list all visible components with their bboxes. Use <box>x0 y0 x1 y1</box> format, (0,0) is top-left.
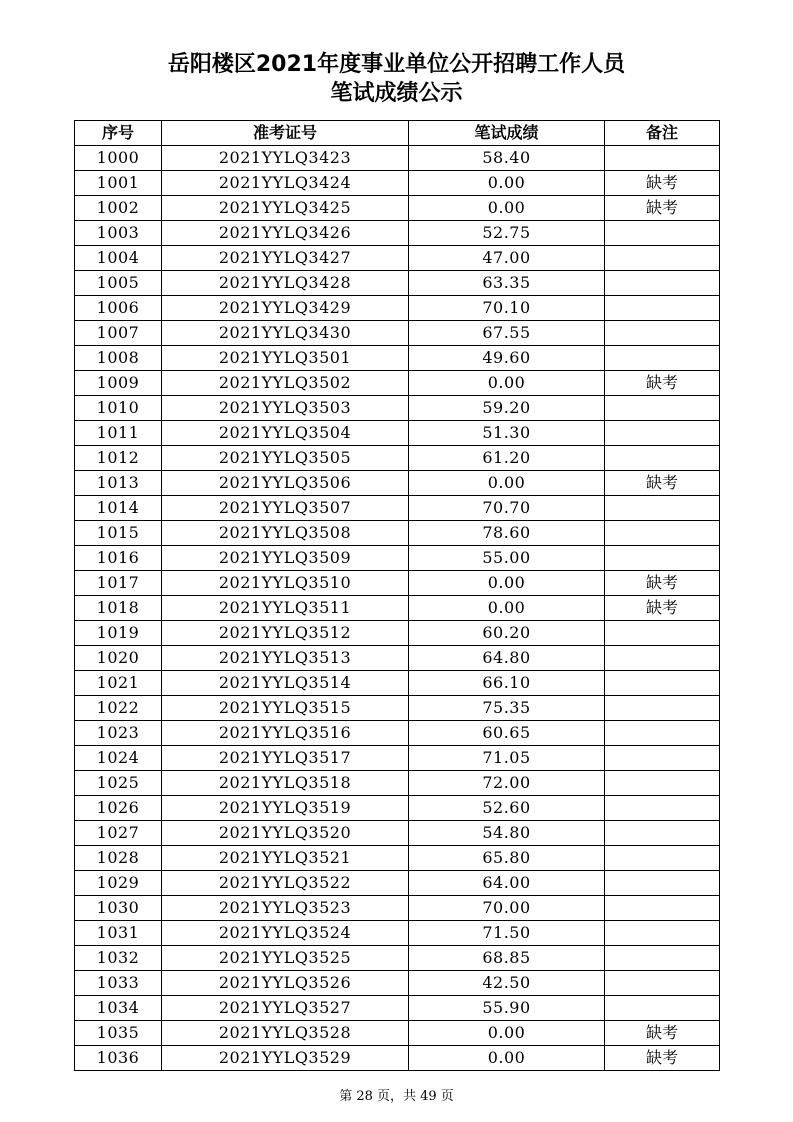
cell-remark <box>605 446 720 471</box>
cell-remark <box>605 946 720 971</box>
cell-seq: 1034 <box>75 996 162 1021</box>
cell-exam-id: 2021YYLQ3523 <box>162 896 409 921</box>
cell-remark <box>605 696 720 721</box>
cell-score: 66.10 <box>409 671 605 696</box>
table-header-row <box>75 121 720 146</box>
table-row <box>75 1046 720 1071</box>
cell-remark: 缺考 <box>605 171 720 196</box>
cell-score: 64.80 <box>409 646 605 671</box>
cell-remark: 缺考 <box>605 196 720 221</box>
cell-score: 55.90 <box>409 996 605 1021</box>
document-title: 岳阳楼区2021年度事业单位公开招聘工作人员 <box>167 52 626 77</box>
table-row <box>75 771 720 796</box>
cell-remark <box>605 671 720 696</box>
cell-seq: 1025 <box>75 771 162 796</box>
cell-remark <box>605 421 720 446</box>
cell-score: 65.80 <box>409 846 605 871</box>
table-row <box>75 396 720 421</box>
cell-seq: 1000 <box>75 146 162 171</box>
cell-exam-id: 2021YYLQ3520 <box>162 821 409 846</box>
table-row <box>75 596 720 621</box>
cell-remark <box>605 646 720 671</box>
cell-seq: 1003 <box>75 221 162 246</box>
cell-seq: 1001 <box>75 171 162 196</box>
table-row <box>75 1021 720 1046</box>
cell-seq: 1016 <box>75 546 162 571</box>
cell-score: 0.00 <box>409 1046 605 1071</box>
cell-remark <box>605 496 720 521</box>
cell-exam-id: 2021YYLQ3503 <box>162 396 409 421</box>
cell-seq: 1019 <box>75 621 162 646</box>
table-row <box>75 496 720 521</box>
cell-remark <box>605 746 720 771</box>
table-row <box>75 546 720 571</box>
cell-remark <box>605 996 720 1021</box>
cell-exam-id: 2021YYLQ3521 <box>162 846 409 871</box>
table-row <box>75 146 720 171</box>
cell-exam-id: 2021YYLQ3512 <box>162 621 409 646</box>
cell-exam-id: 2021YYLQ3424 <box>162 171 409 196</box>
cell-remark <box>605 871 720 896</box>
table-row <box>75 421 720 446</box>
cell-seq: 1023 <box>75 721 162 746</box>
cell-remark <box>605 771 720 796</box>
cell-seq: 1013 <box>75 471 162 496</box>
table-row <box>75 296 720 321</box>
table-row <box>75 471 720 496</box>
cell-score: 61.20 <box>409 446 605 471</box>
cell-score: 52.60 <box>409 796 605 821</box>
cell-seq: 1009 <box>75 371 162 396</box>
cell-exam-id: 2021YYLQ3527 <box>162 996 409 1021</box>
table-row <box>75 971 720 996</box>
cell-score: 67.55 <box>409 321 605 346</box>
cell-remark <box>605 971 720 996</box>
cell-score: 70.00 <box>409 896 605 921</box>
cell-exam-id: 2021YYLQ3528 <box>162 1021 409 1046</box>
cell-exam-id: 2021YYLQ3423 <box>162 146 409 171</box>
cell-exam-id: 2021YYLQ3524 <box>162 921 409 946</box>
cell-remark <box>605 221 720 246</box>
cell-score: 0.00 <box>409 371 605 396</box>
table-row <box>75 521 720 546</box>
cell-remark <box>605 246 720 271</box>
cell-seq: 1022 <box>75 696 162 721</box>
table-row <box>75 821 720 846</box>
cell-seq: 1028 <box>75 846 162 871</box>
table-row <box>75 921 720 946</box>
cell-exam-id: 2021YYLQ3508 <box>162 521 409 546</box>
header-score: 笔试成绩 <box>409 121 605 146</box>
cell-seq: 1031 <box>75 921 162 946</box>
cell-exam-id: 2021YYLQ3522 <box>162 871 409 896</box>
cell-score: 75.35 <box>409 696 605 721</box>
cell-score: 59.20 <box>409 396 605 421</box>
cell-score: 60.65 <box>409 721 605 746</box>
cell-score: 70.70 <box>409 496 605 521</box>
table-row <box>75 871 720 896</box>
cell-seq: 1002 <box>75 196 162 221</box>
cell-seq: 1004 <box>75 246 162 271</box>
cell-remark: 缺考 <box>605 371 720 396</box>
table-row <box>75 946 720 971</box>
table-row <box>75 196 720 221</box>
cell-remark <box>605 721 720 746</box>
cell-score: 47.00 <box>409 246 605 271</box>
cell-seq: 1032 <box>75 946 162 971</box>
table-row <box>75 171 720 196</box>
cell-exam-id: 2021YYLQ3514 <box>162 671 409 696</box>
cell-seq: 1007 <box>75 321 162 346</box>
cell-remark <box>605 846 720 871</box>
cell-seq: 1024 <box>75 746 162 771</box>
cell-remark <box>605 896 720 921</box>
cell-seq: 1030 <box>75 896 162 921</box>
cell-score: 49.60 <box>409 346 605 371</box>
cell-seq: 1020 <box>75 646 162 671</box>
cell-exam-id: 2021YYLQ3519 <box>162 796 409 821</box>
table-row <box>75 321 720 346</box>
cell-score: 70.10 <box>409 296 605 321</box>
cell-exam-id: 2021YYLQ3502 <box>162 371 409 396</box>
table-row <box>75 996 720 1021</box>
table-body <box>75 146 720 1071</box>
table-row <box>75 446 720 471</box>
cell-score: 64.00 <box>409 871 605 896</box>
cell-seq: 1035 <box>75 1021 162 1046</box>
cell-remark <box>605 346 720 371</box>
cell-exam-id: 2021YYLQ3515 <box>162 696 409 721</box>
cell-score: 51.30 <box>409 421 605 446</box>
cell-exam-id: 2021YYLQ3510 <box>162 571 409 596</box>
table-row <box>75 721 720 746</box>
cell-seq: 1029 <box>75 871 162 896</box>
header-exam-id: 准考证号 <box>162 121 409 146</box>
cell-seq: 1036 <box>75 1046 162 1071</box>
cell-seq: 1026 <box>75 796 162 821</box>
table-row <box>75 671 720 696</box>
cell-exam-id: 2021YYLQ3511 <box>162 596 409 621</box>
cell-exam-id: 2021YYLQ3517 <box>162 746 409 771</box>
cell-remark <box>605 546 720 571</box>
table-row <box>75 246 720 271</box>
table-row <box>75 621 720 646</box>
cell-seq: 1014 <box>75 496 162 521</box>
cell-seq: 1027 <box>75 821 162 846</box>
cell-exam-id: 2021YYLQ3518 <box>162 771 409 796</box>
cell-exam-id: 2021YYLQ3426 <box>162 221 409 246</box>
cell-score: 0.00 <box>409 571 605 596</box>
cell-exam-id: 2021YYLQ3428 <box>162 271 409 296</box>
cell-exam-id: 2021YYLQ3501 <box>162 346 409 371</box>
cell-score: 54.80 <box>409 821 605 846</box>
cell-seq: 1005 <box>75 271 162 296</box>
table-row <box>75 346 720 371</box>
table-row <box>75 696 720 721</box>
document-subtitle: 笔试成绩公示 <box>330 81 463 106</box>
cell-exam-id: 2021YYLQ3529 <box>162 1046 409 1071</box>
header-seq: 序号 <box>75 121 162 146</box>
cell-remark: 缺考 <box>605 471 720 496</box>
cell-exam-id: 2021YYLQ3504 <box>162 421 409 446</box>
cell-seq: 1017 <box>75 571 162 596</box>
cell-exam-id: 2021YYLQ3429 <box>162 296 409 321</box>
page-footer: 第 28 页，共 49 页 <box>339 1089 454 1104</box>
cell-exam-id: 2021YYLQ3513 <box>162 646 409 671</box>
cell-score: 71.50 <box>409 921 605 946</box>
table-row <box>75 746 720 771</box>
cell-score: 55.00 <box>409 546 605 571</box>
cell-score: 42.50 <box>409 971 605 996</box>
header-remark: 备注 <box>605 121 720 146</box>
cell-exam-id: 2021YYLQ3430 <box>162 321 409 346</box>
cell-seq: 1021 <box>75 671 162 696</box>
cell-seq: 1012 <box>75 446 162 471</box>
table-row <box>75 271 720 296</box>
cell-exam-id: 2021YYLQ3427 <box>162 246 409 271</box>
scores-table <box>74 120 720 1071</box>
cell-score: 0.00 <box>409 171 605 196</box>
cell-score: 72.00 <box>409 771 605 796</box>
cell-seq: 1008 <box>75 346 162 371</box>
cell-remark <box>605 796 720 821</box>
table-row <box>75 221 720 246</box>
cell-score: 0.00 <box>409 596 605 621</box>
cell-score: 78.60 <box>409 521 605 546</box>
cell-seq: 1033 <box>75 971 162 996</box>
table-row <box>75 646 720 671</box>
cell-remark <box>605 621 720 646</box>
cell-exam-id: 2021YYLQ3516 <box>162 721 409 746</box>
cell-exam-id: 2021YYLQ3425 <box>162 196 409 221</box>
cell-remark <box>605 271 720 296</box>
table-row <box>75 796 720 821</box>
cell-exam-id: 2021YYLQ3509 <box>162 546 409 571</box>
cell-remark: 缺考 <box>605 596 720 621</box>
cell-remark <box>605 821 720 846</box>
cell-remark <box>605 921 720 946</box>
table-row <box>75 371 720 396</box>
cell-remark: 缺考 <box>605 1046 720 1071</box>
cell-score: 0.00 <box>409 471 605 496</box>
cell-seq: 1011 <box>75 421 162 446</box>
cell-score: 0.00 <box>409 196 605 221</box>
cell-remark <box>605 146 720 171</box>
cell-remark <box>605 396 720 421</box>
cell-seq: 1006 <box>75 296 162 321</box>
cell-exam-id: 2021YYLQ3505 <box>162 446 409 471</box>
cell-score: 58.40 <box>409 146 605 171</box>
cell-seq: 1010 <box>75 396 162 421</box>
cell-exam-id: 2021YYLQ3506 <box>162 471 409 496</box>
table-row <box>75 571 720 596</box>
cell-exam-id: 2021YYLQ3525 <box>162 946 409 971</box>
cell-remark: 缺考 <box>605 1021 720 1046</box>
cell-score: 71.05 <box>409 746 605 771</box>
cell-remark: 缺考 <box>605 571 720 596</box>
cell-exam-id: 2021YYLQ3526 <box>162 971 409 996</box>
cell-remark <box>605 296 720 321</box>
cell-score: 60.20 <box>409 621 605 646</box>
cell-score: 63.35 <box>409 271 605 296</box>
cell-seq: 1015 <box>75 521 162 546</box>
cell-remark <box>605 521 720 546</box>
cell-seq: 1018 <box>75 596 162 621</box>
table-row <box>75 896 720 921</box>
cell-remark <box>605 321 720 346</box>
cell-score: 0.00 <box>409 1021 605 1046</box>
table-row <box>75 846 720 871</box>
cell-exam-id: 2021YYLQ3507 <box>162 496 409 521</box>
cell-score: 52.75 <box>409 221 605 246</box>
cell-score: 68.85 <box>409 946 605 971</box>
